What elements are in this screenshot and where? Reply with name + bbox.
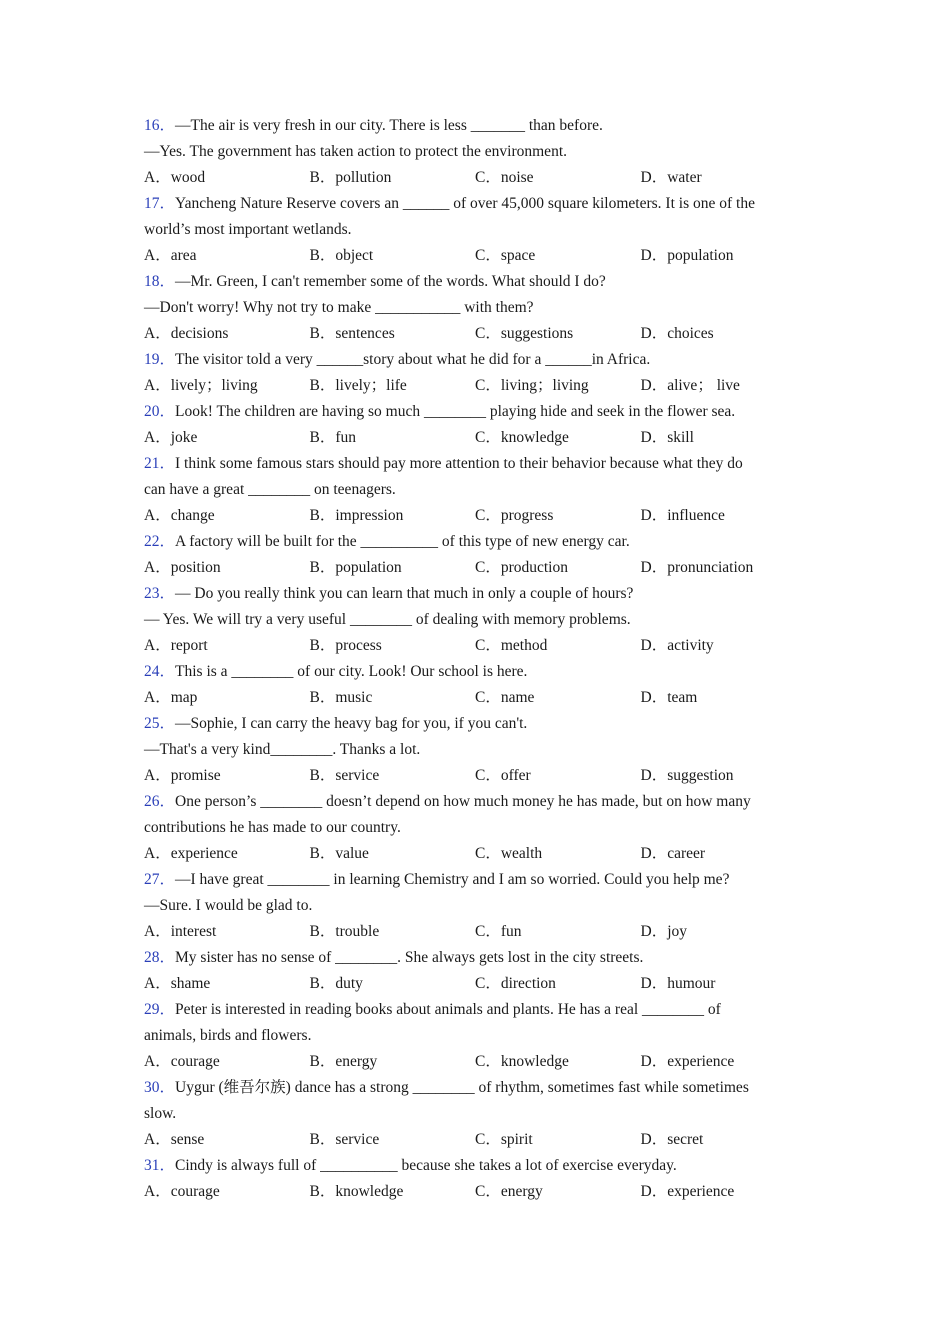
- question-text: —Don't worry! Why not try to make ___________ with them?: [144, 299, 534, 316]
- question-stem: [144, 789, 814, 815]
- answer-option[interactable]: B．service: [309, 767, 380, 784]
- answer-option[interactable]: B．impression: [309, 507, 404, 524]
- answer-option[interactable]: A．decisions: [144, 325, 229, 342]
- answer-option[interactable]: B．trouble: [309, 923, 380, 940]
- answer-option[interactable]: D．secret: [640, 1131, 704, 1148]
- question-stem-continued: [144, 607, 814, 633]
- answer-option[interactable]: D．humour: [640, 975, 716, 992]
- answer-option[interactable]: D．joy: [640, 923, 688, 940]
- answer-option[interactable]: D．population: [640, 247, 734, 264]
- answer-options: [144, 841, 814, 867]
- question-stem: [144, 945, 814, 971]
- question-stem-continued: [144, 477, 814, 503]
- question-number: 16．: [144, 117, 176, 134]
- question-stem: [144, 347, 814, 373]
- question-stem-continued: [144, 217, 814, 243]
- answer-option[interactable]: B．duty: [309, 975, 363, 992]
- answer-options: [144, 503, 814, 529]
- question-stem: [144, 867, 814, 893]
- answer-option[interactable]: A．lively；living: [144, 377, 258, 394]
- question-text: Look! The children are having so much ________ playing hide and seek in the flower sea.: [175, 403, 736, 420]
- answer-option[interactable]: A．map: [144, 689, 198, 706]
- question-number: 18．: [144, 273, 176, 290]
- question-item: [144, 1153, 814, 1205]
- question-text: world’s most important wetlands.: [144, 221, 352, 238]
- question-stem: [144, 529, 814, 555]
- answer-option[interactable]: B．lively；life: [309, 377, 407, 394]
- question-stem: [144, 997, 814, 1023]
- question-stem-continued: [144, 1101, 814, 1127]
- answer-options: [144, 425, 814, 451]
- question-item: [144, 867, 814, 945]
- answer-option[interactable]: A．position: [144, 559, 221, 576]
- answer-option[interactable]: B．knowledge: [309, 1183, 404, 1200]
- question-stem: [144, 659, 814, 685]
- question-stem-continued: [144, 1023, 814, 1049]
- answer-option[interactable]: D．experience: [640, 1183, 735, 1200]
- question-stem: [144, 113, 814, 139]
- answer-option[interactable]: D．water: [640, 169, 702, 186]
- answer-option[interactable]: B．music: [309, 689, 373, 706]
- answer-option[interactable]: C．space: [475, 247, 536, 264]
- answer-option[interactable]: C．production: [475, 559, 568, 576]
- question-number: 23．: [144, 585, 176, 602]
- answer-option[interactable]: B．value: [309, 845, 369, 862]
- answer-option[interactable]: D．choices: [640, 325, 714, 342]
- question-stem: [144, 269, 814, 295]
- question-item: [144, 711, 814, 789]
- question-number: 28．: [144, 949, 176, 966]
- answer-option[interactable]: C．knowledge: [475, 1053, 569, 1070]
- question-stem: [144, 1075, 814, 1101]
- answer-option[interactable]: C．noise: [475, 169, 534, 186]
- question-text: The visitor told a very ______story about what he did for a ______in Africa.: [175, 351, 651, 368]
- question-item: [144, 191, 814, 269]
- question-text: —I have great ________ in learning Chemistry and I am so worried. Could you help me?: [175, 871, 730, 888]
- answer-option[interactable]: D．team: [640, 689, 698, 706]
- question-stem-continued: [144, 139, 814, 165]
- answer-option[interactable]: A．courage: [144, 1183, 220, 1200]
- answer-options: [144, 1127, 814, 1153]
- question-number: 29．: [144, 1001, 176, 1018]
- answer-option[interactable]: A．experience: [144, 845, 238, 862]
- question-number: 24．: [144, 663, 176, 680]
- answer-option[interactable]: C．progress: [475, 507, 554, 524]
- question-stem: [144, 581, 814, 607]
- question-stem: [144, 711, 814, 737]
- question-number: 27．: [144, 871, 176, 888]
- answer-option[interactable]: D．suggestion: [640, 767, 734, 784]
- answer-option[interactable]: B．object: [309, 247, 374, 264]
- question-number: 30．: [144, 1079, 176, 1096]
- answer-options: [144, 1049, 814, 1075]
- question-stem-continued: [144, 737, 814, 763]
- question-text: I think some famous stars should pay more attention to their behavior because what they do: [175, 455, 743, 472]
- question-text: One person’s ________ doesn’t depend on how much money he has made, but on how many: [175, 793, 751, 810]
- question-text: contributions he has made to our country.: [144, 819, 401, 836]
- answer-options: [144, 971, 814, 997]
- answer-option[interactable]: A．joke: [144, 429, 198, 446]
- question-item: [144, 451, 814, 529]
- answer-options: [144, 685, 814, 711]
- question-item: [144, 945, 814, 997]
- question-stem: [144, 1153, 814, 1179]
- answer-option[interactable]: A．interest: [144, 923, 217, 940]
- answer-option[interactable]: A．sense: [144, 1131, 205, 1148]
- answer-option[interactable]: C．living；living: [475, 377, 589, 394]
- question-stem-continued: [144, 815, 814, 841]
- question-text: —The air is very fresh in our city. There is less _______ than before.: [175, 117, 603, 134]
- answer-options: [144, 1179, 814, 1205]
- question-text: This is a ________ of our city. Look! Our school is here.: [175, 663, 528, 680]
- answer-option[interactable]: A．shame: [144, 975, 211, 992]
- question-text: My sister has no sense of ________. She always gets lost in the city streets.: [175, 949, 644, 966]
- question-number: 21．: [144, 455, 176, 472]
- question-stem-continued: [144, 893, 814, 919]
- question-item: [144, 113, 814, 191]
- question-text: animals, birds and flowers.: [144, 1027, 312, 1044]
- answer-option[interactable]: A．report: [144, 637, 208, 654]
- answer-option[interactable]: A．wood: [144, 169, 206, 186]
- question-stem: [144, 399, 814, 425]
- question-number: 20．: [144, 403, 176, 420]
- question-item: [144, 1075, 814, 1153]
- question-text: Cindy is always full of __________ because she takes a lot of exercise everyday.: [175, 1157, 677, 1174]
- answer-options: [144, 919, 814, 945]
- question-text: Uygur (维吾尔族) dance has a strong ________ of rhythm, sometimes fast while sometimes: [175, 1079, 749, 1096]
- question-item: [144, 581, 814, 659]
- answer-option[interactable]: C．spirit: [475, 1131, 533, 1148]
- answer-option[interactable]: B．service: [309, 1131, 380, 1148]
- question-text: —Sure. I would be glad to.: [144, 897, 313, 914]
- answer-option[interactable]: C．method: [475, 637, 548, 654]
- answer-option[interactable]: B．energy: [309, 1053, 378, 1070]
- question-item: [144, 659, 814, 711]
- question-text: — Yes. We will try a very useful ________ of dealing with memory problems.: [144, 611, 631, 628]
- question-item: [144, 269, 814, 347]
- question-number: 17．: [144, 195, 176, 212]
- exercise-document: [144, 113, 814, 1205]
- answer-option[interactable]: C．energy: [475, 1183, 543, 1200]
- question-text: slow.: [144, 1105, 177, 1122]
- question-stem: [144, 451, 814, 477]
- answer-option[interactable]: C．wealth: [475, 845, 543, 862]
- question-text: — Do you really think you can learn that much in only a couple of hours?: [175, 585, 634, 602]
- question-item: [144, 347, 814, 399]
- question-stem: [144, 191, 814, 217]
- answer-option[interactable]: A．courage: [144, 1053, 220, 1070]
- question-number: 26．: [144, 793, 176, 810]
- question-item: [144, 997, 814, 1075]
- answer-option[interactable]: A．area: [144, 247, 197, 264]
- question-item: [144, 789, 814, 867]
- answer-option[interactable]: D．experience: [640, 1053, 735, 1070]
- answer-options: [144, 373, 814, 399]
- question-item: [144, 529, 814, 581]
- answer-option[interactable]: C．offer: [475, 767, 531, 784]
- question-number: 31．: [144, 1157, 176, 1174]
- answer-option[interactable]: D．career: [640, 845, 706, 862]
- question-number: 19．: [144, 351, 176, 368]
- answer-option[interactable]: D．activity: [640, 637, 714, 654]
- answer-option[interactable]: B．population: [309, 559, 402, 576]
- answer-option[interactable]: A．promise: [144, 767, 221, 784]
- answer-options: [144, 243, 814, 269]
- question-text: —Mr. Green, I can't remember some of the words. What should I do?: [175, 273, 606, 290]
- answer-option[interactable]: B．pollution: [309, 169, 392, 186]
- question-text: —Sophie, I can carry the heavy bag for you, if you can't.: [175, 715, 528, 732]
- answer-option[interactable]: A．change: [144, 507, 215, 524]
- answer-options: [144, 321, 814, 347]
- answer-options: [144, 165, 814, 191]
- answer-option[interactable]: D．skill: [640, 429, 694, 446]
- question-number: 22．: [144, 533, 176, 550]
- question-item: [144, 399, 814, 451]
- question-text: —That's a very kind________. Thanks a lot.: [144, 741, 421, 758]
- answer-option[interactable]: B．sentences: [309, 325, 395, 342]
- answer-option[interactable]: B．fun: [309, 429, 357, 446]
- answer-options: [144, 763, 814, 789]
- answer-option[interactable]: B．process: [309, 637, 382, 654]
- answer-option[interactable]: C．fun: [475, 923, 522, 940]
- question-text: A factory will be built for the __________ of this type of new energy car.: [175, 533, 630, 550]
- answer-option[interactable]: C．suggestions: [475, 325, 574, 342]
- question-text: Yancheng Nature Reserve covers an ______ of over 45,000 square kilometers. It is one of the: [175, 195, 755, 212]
- answer-options: [144, 555, 814, 581]
- question-text: can have a great ________ on teenagers.: [144, 481, 396, 498]
- question-text: —Yes. The government has taken action to protect the environment.: [144, 143, 567, 160]
- question-text: Peter is interested in reading books about animals and plants. He has a real ________ of: [175, 1001, 721, 1018]
- question-number: 25．: [144, 715, 176, 732]
- answer-option[interactable]: C．direction: [475, 975, 556, 992]
- answer-option[interactable]: D．pronunciation: [640, 559, 754, 576]
- answer-option[interactable]: C．knowledge: [475, 429, 569, 446]
- answer-option[interactable]: C．name: [475, 689, 535, 706]
- answer-option[interactable]: D．alive； live: [640, 377, 740, 394]
- answer-options: [144, 633, 814, 659]
- answer-option[interactable]: D．influence: [640, 507, 725, 524]
- question-stem-continued: [144, 295, 814, 321]
